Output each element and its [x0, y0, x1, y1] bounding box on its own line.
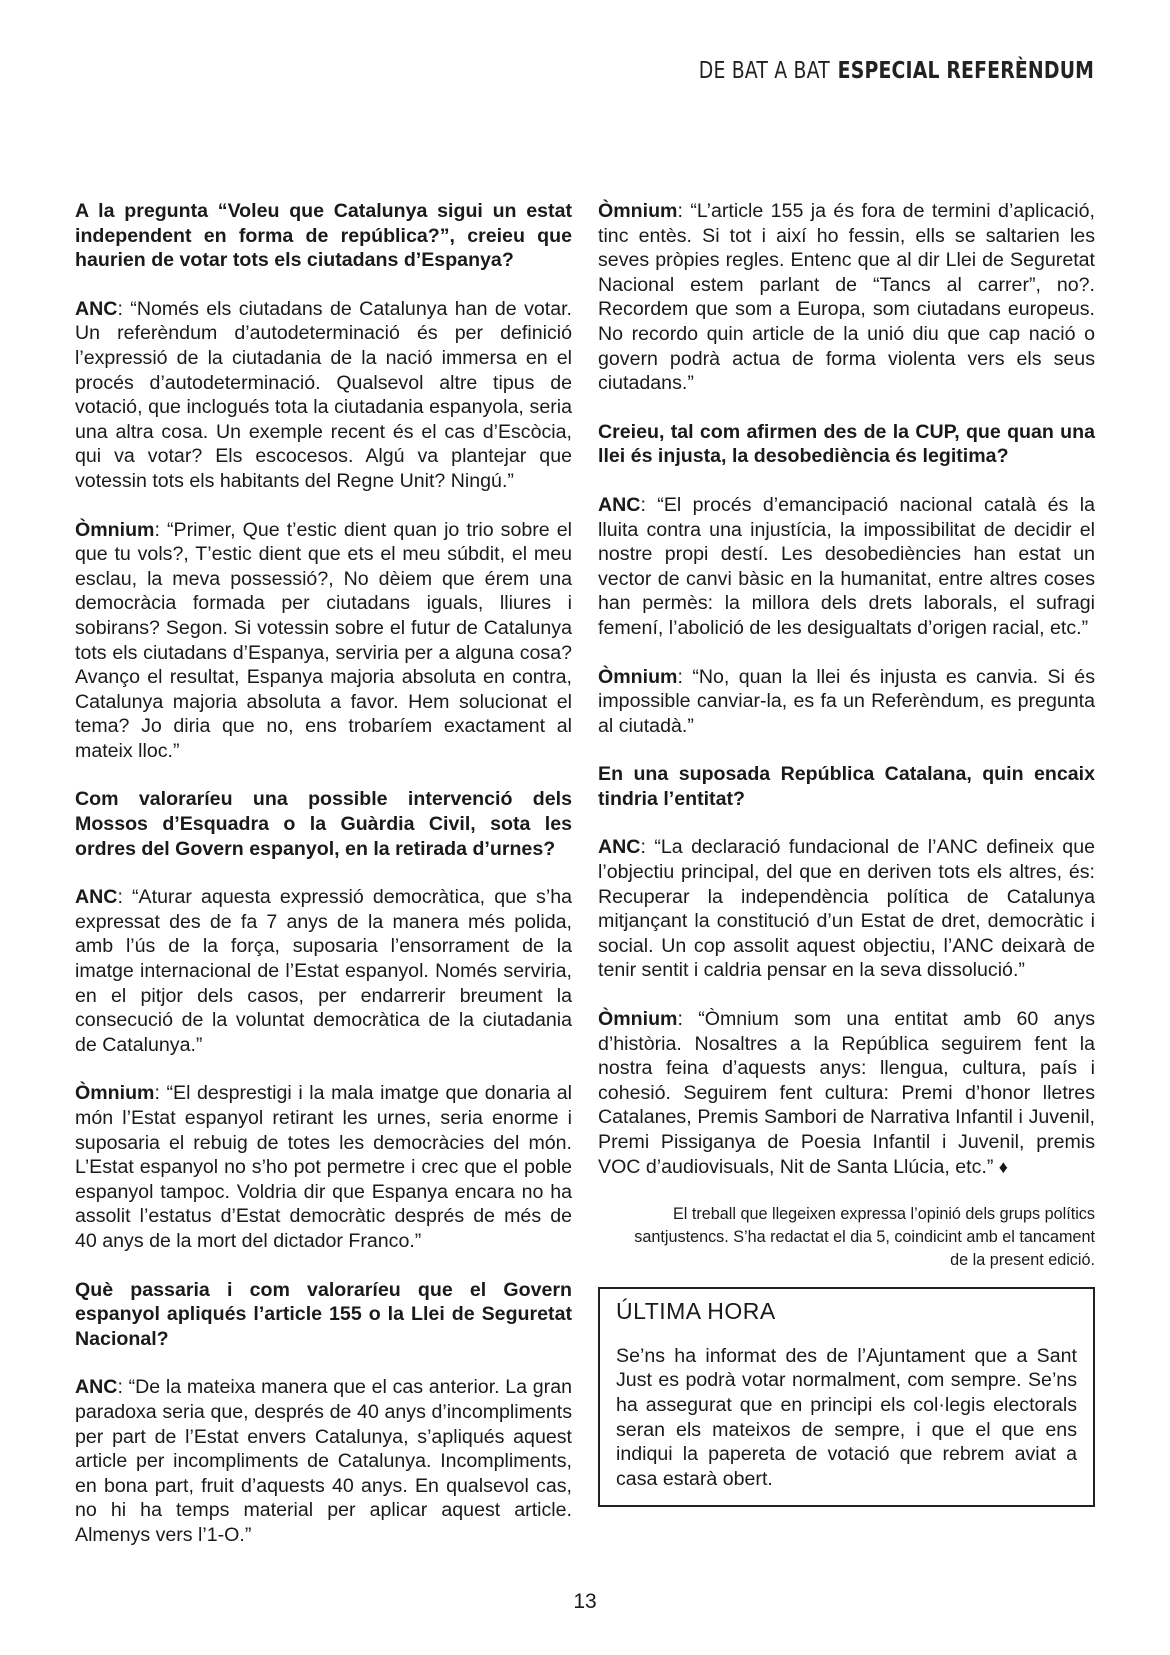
answer-4-omnium	[598, 665, 1095, 739]
header-prefix: DE BAT A BAT	[698, 58, 830, 84]
answer-2-anc	[75, 885, 572, 1057]
speaker-omnium: Òmnium	[598, 665, 678, 688]
speaker-anc: ANC	[75, 297, 118, 320]
page-number: 13	[573, 1590, 597, 1613]
answer-text: : “Aturar aquesta expressió democràtica, que s’ha expressat des de fa 7 anys de la manera més polida, amb l’ús de la força, suposaria l’ensorrament de la imatge internacional de l’Estat espanyol. Només serviria, en el pitjor dels casos, per endarrerir breument la consecució de la voluntat democràtica de la ciutadania de Catalunya.”	[75, 886, 572, 1056]
left-column	[75, 199, 572, 1572]
answer-text: : “Només els ciutadans de Catalunya han de votar. Un referèndum d’autodeterminació és per definició l’expressió de la ciutadania de la nació immersa en el procés d’autodeterminació. Qualsevol altre tipus de votació, que inclogués tota la ciutadania espanyola, seria una altra cosa. Un exemple recent és el cas d’Escòcia, qui va votar? Els escocesos. Algú va plantejar que votessin tots els habitants del Regne Unit? Ningú.”	[75, 297, 572, 492]
answer-text: : “El procés d’emancipació nacional català és la lluita contra una injustícia, la impossibilitat de decidir el nostre propi destí. Les desobediències han estat un vector de canvi bàsic en la humanitat, entre altres coses han permès: la millora dels drets laborals, el sufragi femení, l’abolició de les desigualtats d’origen racial, etc.”	[598, 493, 1095, 639]
answer-3-anc	[75, 1375, 572, 1547]
box-text: Se’ns ha informat des de l’Ajuntament que a Sant Just es podrà votar normalment, com sempre. Se’ns ha assegurat que en principi els col·legis electorals seran els mateixos de sempre, i que el que ens indiqui la papereta de votació que rebrem aviat a casa estarà obert.	[616, 1344, 1077, 1490]
box-title: ÚLTIMA HORA	[616, 1298, 776, 1325]
speaker-omnium: Òmnium	[598, 200, 678, 222]
speaker-omnium: Òmnium	[75, 518, 155, 541]
speaker-omnium: Òmnium	[75, 1082, 155, 1105]
question-5: En una suposada República Catalana, quin encaix tindria l’entitat?	[598, 763, 1095, 810]
speaker-anc: ANC	[598, 836, 641, 859]
question-4: Creieu, tal com afirmen des de la CUP, que quan una llei és injusta, la desobediència és legitima?	[598, 420, 1095, 468]
page-header	[699, 58, 1094, 84]
answer-2-omnium	[75, 1081, 572, 1253]
answer-4-anc	[598, 493, 1095, 641]
question-2: Com valoraríeu una possible intervenció dels Mossos d’Esquadra o la Guàrdia Civil, sota les ordres del Govern espanyol, en la retirada d’urnes?	[75, 788, 572, 860]
right-column	[598, 199, 1095, 1507]
speaker-omnium: Òmnium	[598, 1008, 678, 1031]
header-title: ESPECIAL REFERÈNDUM	[837, 58, 1094, 84]
answer-1-anc	[75, 297, 572, 494]
speaker-anc: ANC	[75, 886, 118, 909]
speaker-anc: ANC	[75, 1376, 118, 1399]
diamond-end-icon: ♦	[998, 1156, 1008, 1177]
answer-5-anc	[598, 835, 1095, 983]
answer-text: : “La declaració fundacional de l’ANC defineix que l’objectiu principal, del que en deriven tots els altres, és: Recuperar la independència política de Catalunya mitjançant la constitució d’un Estat de dret, democràtic i social. Un cop assolit aquest objectiu, l’ANC deixarà de tenir sentit i caldria pensar en la seva dissolució.”	[598, 836, 1095, 982]
speaker-anc: ANC	[598, 493, 641, 516]
question-3: Què passaria i com valoraríeu que el Govern espanyol apliqués l’article 155 o la Llei de Seguretat Nacional?	[75, 1278, 572, 1350]
answer-text: : “No, quan la llei és injusta es canvia. Si és impossible canviar-la, es fa un Referèndum, es pregunta al ciutadà.”	[598, 665, 1095, 737]
answer-1-omnium	[75, 518, 572, 764]
answer-text: : “El desprestigi i la mala imatge que donaria al món l’Estat espanyol retirant les urnes, seria enorme i suposaria el rebuig de totes les democràcies del món. L’Estat espanyol no s’ho pot permetre i crec que el poble espanyol tampoc. Voldria dir que Espanya encara no ha assolit l’estatus d’Estat democràtic després de més de 40 anys de la mort del dictador Franco.”	[75, 1082, 572, 1252]
answer-text: : “Òmnium som una entitat amb 60 anys d’història. Nosaltres a la República seguirem fent la nostra feina d’aquests anys: llengua, cultura, país i cohesió. Seguirem fent cultura: Premi d’honor lletres Catalanes, Premis Sambori de Narrativa Infantil i Juvenil, Premi Pissiganya de Poesia Infantil i Juvenil, premis VOC d’audiovisuals, Nit de Santa Llúcia, etc.”	[598, 1008, 1095, 1178]
answer-3-omnium	[598, 199, 1095, 396]
answer-5-omnium	[598, 1007, 1095, 1179]
answer-text: : “De la mateixa manera que el cas anterior. La gran paradoxa seria que, després de 40 anys d’incompliments per part de l’Estat envers Catalunya, s’apliqués aquest article per incompliments de Catalunya. Incompliments, en bona part, fruit d’aquests 40 anys. En qualsevol cas, no hi ha temps material per aplicar aquest article. Almenys vers l’1-O.”	[75, 1376, 572, 1546]
last-minute-box	[598, 1287, 1095, 1507]
answer-text: : “Primer, Que t’estic dient quan jo trio sobre el que tu vols?, T’estic dient que ets el meu súbdit, el meu esclau, la meva possessió?, No dèiem que érem una democràcia formada per ciutadans iguals, lliures i sobirans? Segon. Si votessin sobre el futur de Catalunya tots els ciutadans d’Espanya, serviria per a alguna cosa? Avanço el resultat, Espanya majoria absoluta en contra, Catalunya majoria absoluta a favor. Hem solucionat el tema? Jo diria que no, ens trobaríem exactament al mateix lloc.”	[75, 518, 572, 762]
answer-text: : “L’article 155 ja és fora de termini d’aplicació, tinc entès. Si tot i així ho fessin, ells se saltarien les seves pròpies regles. Entenc que al dir Llei de Seguretat Nacional estem parlant de “Tancs al carrer”, no?. Recordem que som a Europa, som ciutadans europeus. No recordo quin article de la unió diu que cap nació o govern podrà actua de forma violenta vers els seus ciutadans.”	[598, 200, 1095, 395]
editorial-note: El treball que llegeixen expressa l’opinió dels grups polítics santjustencs. S’ha redactat el dia 5, coindicint amb el tancament de la present edició.	[634, 1205, 1095, 1270]
question-1: A la pregunta “Voleu que Catalunya sigui un estat independent en forma de república?”, creieu que haurien de votar tots els ciutadans d’Espanya?	[75, 200, 572, 272]
